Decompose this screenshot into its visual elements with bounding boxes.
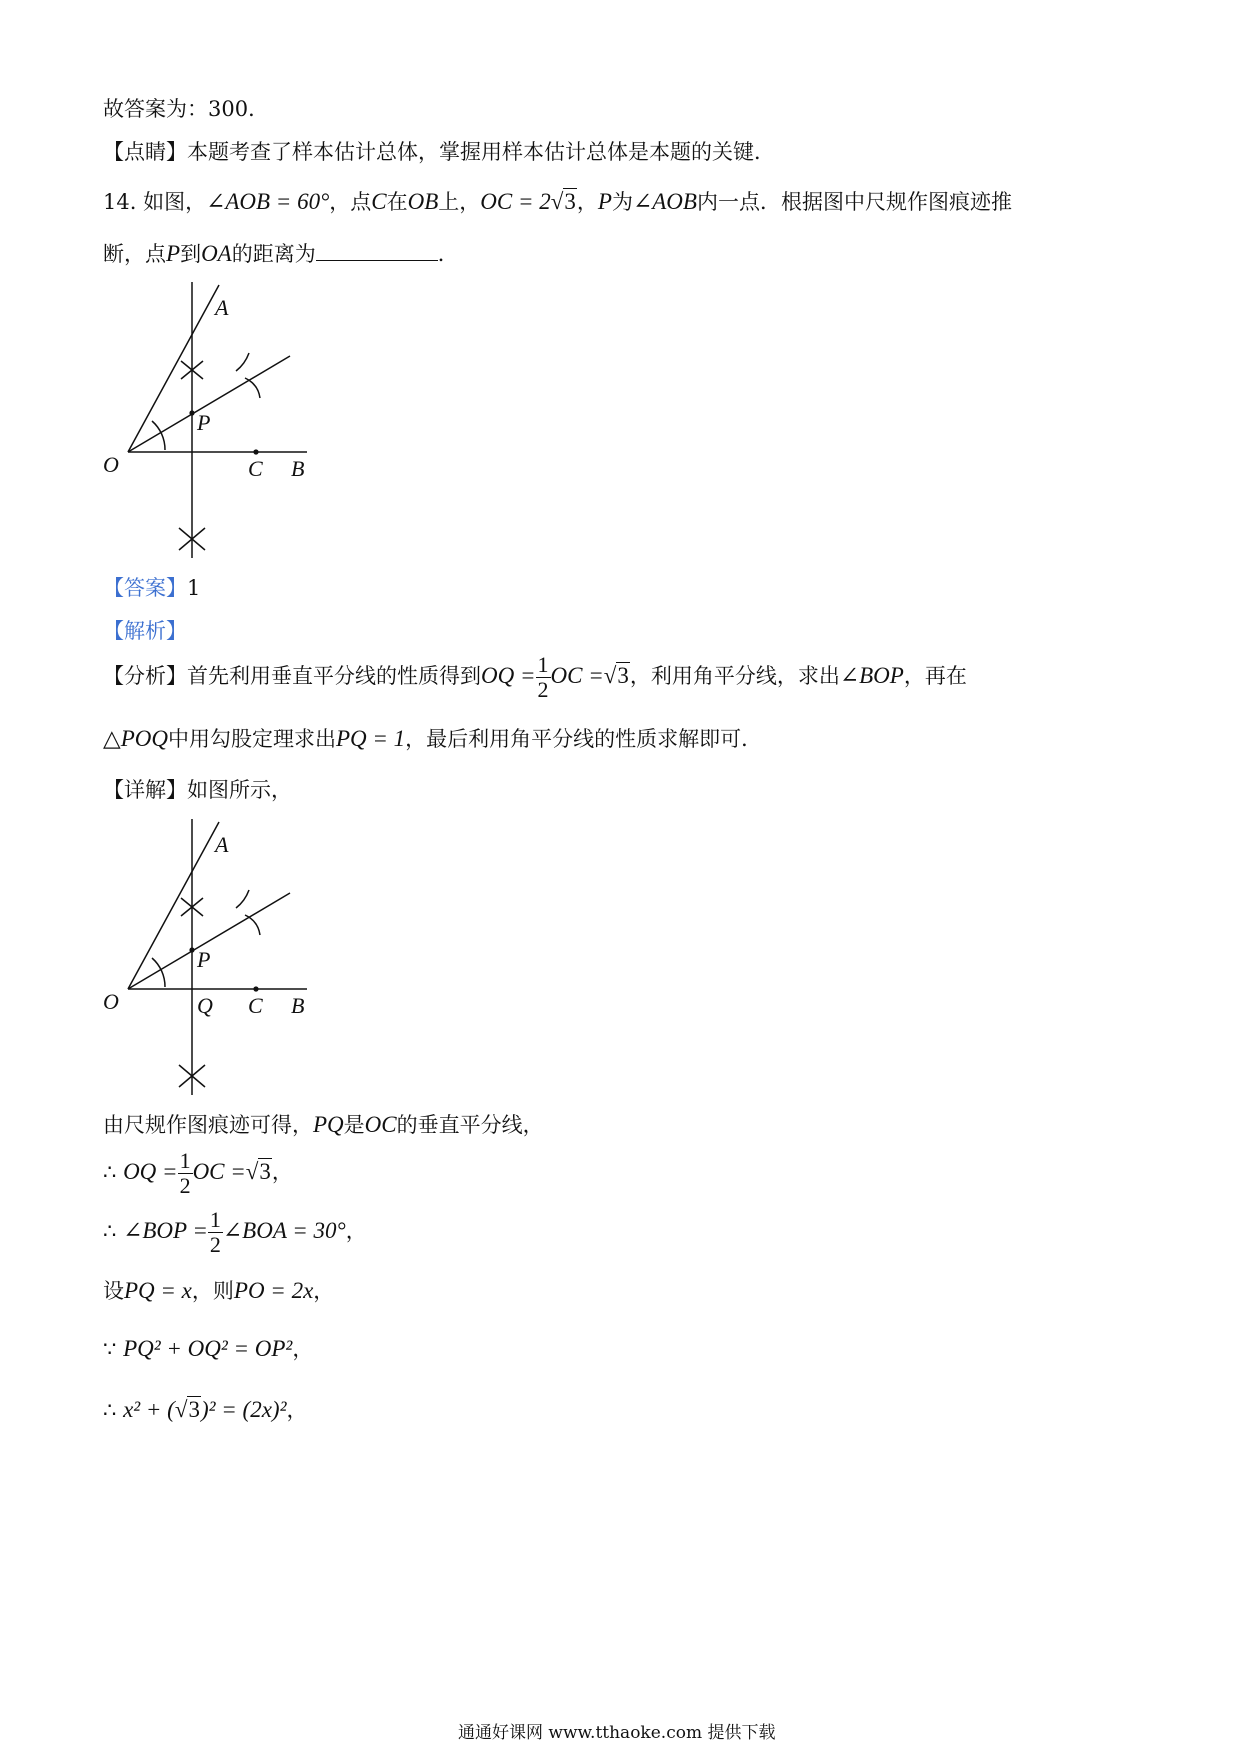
math-triangle-poq: △POQ — [103, 726, 168, 751]
dianjing-tag: 【点睛】 — [103, 140, 187, 164]
math-rhs: )² = (2x)² — [200, 1397, 287, 1422]
text: 内一点．根据图中尺规作图痕迹推 — [696, 190, 1012, 214]
math-oc: OC = 2 — [480, 189, 551, 214]
arc-at-o — [152, 958, 165, 987]
point-p — [189, 410, 194, 415]
answer-paragraph — [103, 574, 200, 602]
text: ， — [313, 1279, 335, 1303]
label-o: O — [103, 452, 119, 477]
denominator: 2 — [179, 1173, 191, 1198]
text: ，则 — [191, 1279, 234, 1303]
text: 的垂直平分线， — [396, 1113, 544, 1137]
label-b: B — [291, 993, 305, 1018]
text: 在 — [386, 190, 408, 214]
step-4 — [103, 1277, 334, 1305]
fraction-one-half — [208, 1209, 223, 1256]
text: ， — [292, 1337, 314, 1361]
sqrt-3: √3 — [245, 1159, 271, 1184]
math-pq: PQ — [313, 1112, 344, 1137]
question-14-line-1 — [103, 188, 1012, 216]
footer-source: 通通好课网 www.tthaoke.com 提供下载 — [458, 1723, 776, 1743]
jiexi-tag: 【解析】 — [103, 619, 187, 643]
answer-line: 故答案为：300． — [103, 97, 270, 121]
label-p: P — [197, 947, 211, 972]
step-2 — [103, 1150, 293, 1197]
label-c: C — [248, 993, 263, 1018]
text: ，利用角平分线，求出 — [629, 664, 840, 688]
label-a: A — [215, 832, 229, 857]
label-o: O — [103, 989, 119, 1014]
math-angle-bop: ∠BOP = — [123, 1218, 208, 1243]
label-c: C — [248, 456, 263, 481]
arc-at-o — [152, 421, 165, 450]
step-6 — [103, 1396, 307, 1424]
arc-1 — [236, 890, 249, 908]
text: 由尺规作图痕迹可得， — [103, 1113, 313, 1137]
math-pq-eq-x: PQ = x — [124, 1278, 192, 1303]
text: 到 — [180, 242, 202, 266]
math-oq: OQ = — [123, 1159, 178, 1184]
because-symbol: ∵ — [103, 1337, 117, 1361]
text: 上， — [438, 190, 481, 214]
math-angle-aob-2: ∠AOB — [632, 189, 697, 214]
text: ， — [286, 1398, 308, 1422]
answer-tag: 【答案】 — [103, 576, 187, 600]
therefore-symbol: ∴ — [103, 1160, 117, 1184]
label-a: A — [215, 295, 229, 320]
label-p: P — [197, 410, 211, 435]
text: 为 — [611, 190, 633, 214]
radicand: 3 — [259, 1159, 271, 1184]
text: 的距离为 — [231, 242, 316, 266]
radicand: 3 — [188, 1397, 200, 1422]
denominator: 2 — [209, 1232, 221, 1257]
point-c — [253, 986, 258, 991]
text: ， — [576, 190, 598, 214]
math-c: C — [371, 189, 387, 214]
text: ． — [437, 242, 459, 266]
fraction-one-half — [536, 654, 551, 701]
text: 首先利用垂直平分线的性质得到 — [187, 664, 481, 688]
sqrt-3: √3 — [603, 663, 629, 688]
fenxi-tag: 【分析】 — [103, 664, 187, 688]
math-p: P — [597, 189, 612, 214]
math-oc: OC — [364, 1112, 397, 1137]
text: ，最后利用角平分线的性质求解即可． — [405, 727, 763, 751]
text: 断，点 — [103, 242, 166, 266]
math-ob: OB — [407, 189, 439, 214]
math-po-eq-2x: PO = 2x — [233, 1278, 314, 1303]
figure-2-construction — [95, 815, 325, 1100]
denominator: 2 — [537, 677, 549, 702]
step-3 — [103, 1209, 367, 1256]
text: 设 — [103, 1279, 124, 1303]
text: 是 — [343, 1113, 365, 1137]
dianjing-text: 本题考查了样本估计总体，掌握用样本估计总体是本题的关键． — [187, 140, 775, 164]
text: ，再在 — [903, 664, 967, 688]
math-angle-bop: ∠BOP — [839, 663, 904, 688]
answer-value: 1 — [187, 576, 201, 600]
math-pq-eq-1: PQ = 1 — [335, 726, 406, 751]
label-b: B — [291, 456, 305, 481]
math-pythagorean: PQ² + OQ² = OP² — [123, 1336, 293, 1361]
numerator: 1 — [537, 652, 549, 677]
step-5 — [103, 1335, 313, 1363]
text: 如图所示， — [187, 778, 292, 802]
radicand: 3 — [617, 663, 629, 688]
numerator: 1 — [209, 1207, 221, 1232]
sqrt-3: √3 — [550, 189, 576, 214]
angle-bisector-ray — [128, 356, 290, 452]
step-1 — [103, 1111, 544, 1139]
label-q: Q — [197, 993, 213, 1018]
text: 中用勾股定理求出 — [167, 727, 336, 751]
text: ，点 — [329, 190, 372, 214]
text: ， — [271, 1160, 293, 1184]
text: ， — [345, 1219, 367, 1243]
math-angle-aob: ∠AOB = 60° — [206, 189, 330, 214]
fraction-one-half — [178, 1150, 193, 1197]
math-oa: OA — [201, 241, 232, 266]
fenxi-line-2 — [103, 725, 762, 753]
math-angle-boa: ∠BOA = 30° — [222, 1218, 346, 1243]
angle-bisector-ray — [128, 893, 290, 989]
xiangjie-tag: 【详解】 — [103, 778, 187, 802]
fenxi-line-1 — [103, 654, 967, 701]
answer-blank — [316, 240, 438, 261]
math-oq: OQ = — [481, 663, 536, 688]
point-p — [189, 947, 194, 952]
sqrt-3: √3 — [174, 1397, 200, 1422]
figure-1-construction — [95, 278, 325, 563]
point-c — [253, 449, 258, 454]
question-number: 14. 如图， — [103, 190, 207, 214]
dianjing-paragraph — [103, 138, 775, 166]
xiangjie-paragraph — [103, 776, 292, 804]
numerator: 1 — [179, 1148, 191, 1173]
therefore-symbol: ∴ — [103, 1219, 117, 1243]
arc-1 — [236, 353, 249, 371]
math-oc: OC = — [550, 663, 604, 688]
math-p: P — [166, 241, 181, 266]
math-oc: OC = — [192, 1159, 246, 1184]
radicand: 3 — [564, 189, 576, 214]
therefore-symbol: ∴ — [103, 1398, 117, 1422]
math-x-squared: x² + ( — [123, 1397, 175, 1422]
question-14-line-2 — [103, 240, 459, 268]
